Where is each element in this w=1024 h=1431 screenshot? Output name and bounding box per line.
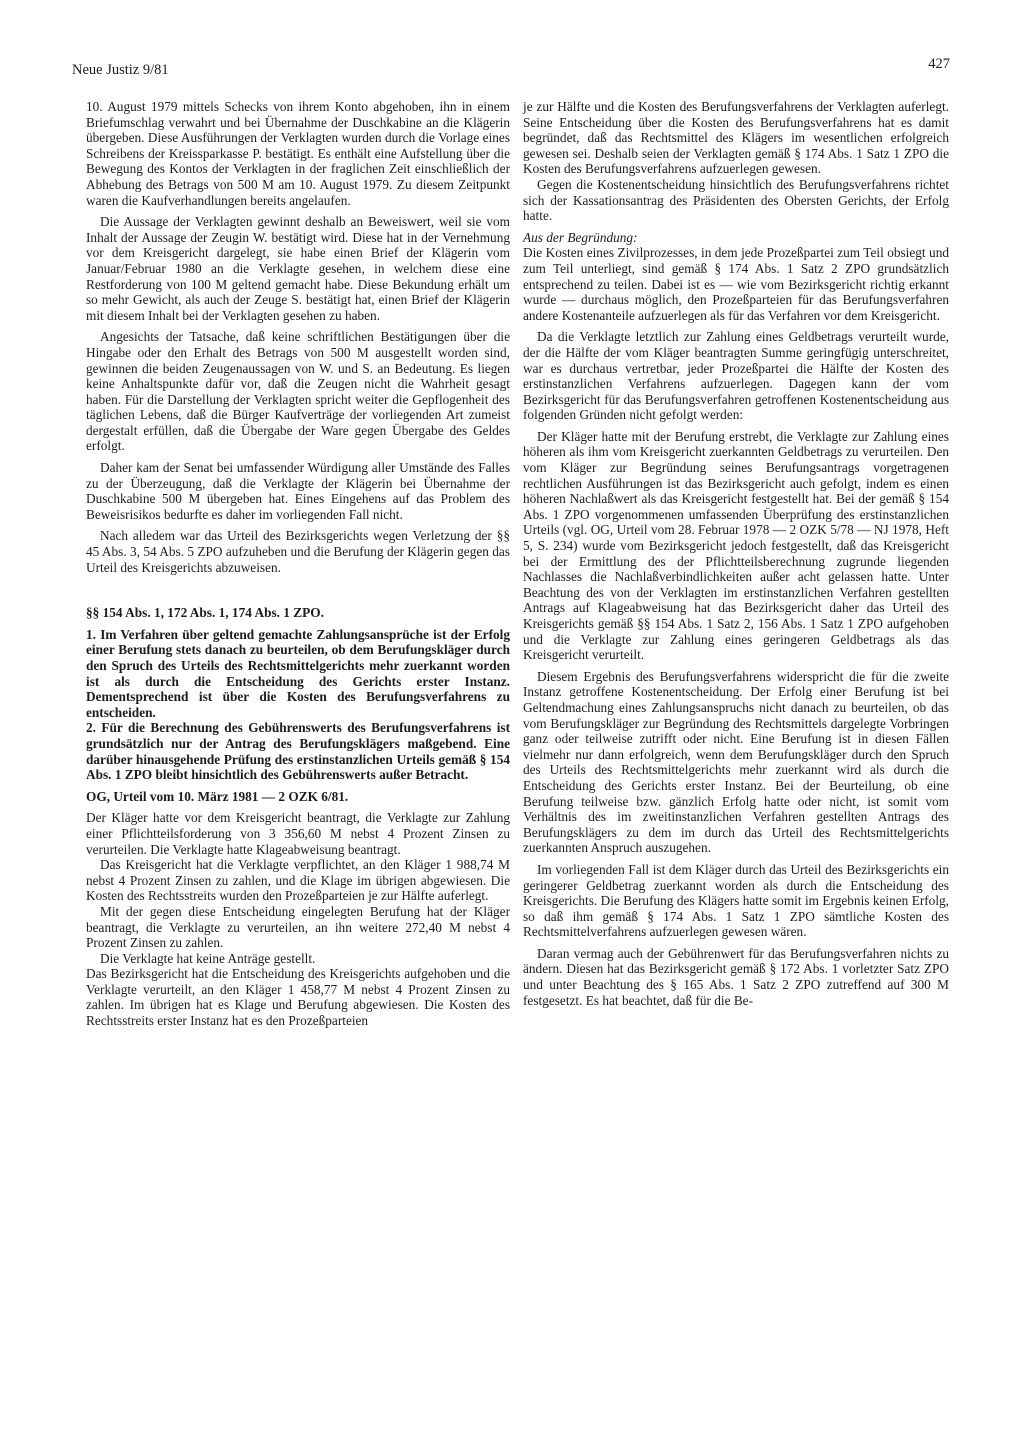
paragraph: Angesichts der Tatsache, daß keine schriftlichen Bestätigungen über die Hingabe oder den Erhalt des Betrags von 500 M ausgestellt worden sind, gewinnen die beiden Zeugenaussagen von W. und S. an Bedeutung. Es liegen keine Anhaltspunkte dafür vor, daß die Zeugen nicht die Wahrheit gesagt haben. Für die Darstellung der Verklagten spricht weiter die Gepflogenheit des täglichen Lebens, daß die Bürger Kaufverträge der vorliegenden Art zumeist dergestalt erfüllen, daß die Übergabe der Ware gegen Übergabe des Geldes erfolgt. — [86, 329, 510, 454]
paragraph: 10. August 1979 mittels Schecks von ihrem Konto abgehoben, ihn in einem Briefumschlag verwahrt und bei Übernahme der Duschkabine an die Klägerin übergeben. Diese Ausführungen der Verklagten wurden durch die Vorlage eines Schreibens der Kreissparkasse P. bestätigt. Es enthält eine Aufstellung über die Bewegung des Kontos der Verklagten in der fraglichen Zeit einschließlich der Abhebung des Betrags von 500 M am 10. August 1979. Zu diesem Zeitpunkt waren die Kaufverhandlungen bereits angelaufen. — [86, 99, 510, 208]
left-column — [86, 99, 510, 1029]
paragraph: Das Kreisgericht hat die Verklagte verpflichtet, an den Kläger 1 988,74 M nebst 4 Prozent Zinsen zu zahlen, und die Klage im übrigen abgewiesen. Die Kosten des Rechtsstreits wurden den Prozeßparteien je zur Hälfte auferlegt. — [86, 857, 510, 904]
paragraph: Der Kläger hatte mit der Berufung erstrebt, die Verklagte zur Zahlung eines höheren als ihm vom Kreisgericht zuerkannten Geldbetrags zu verurteilen. Den vom Kläger zur Begründung seines Berufungsantrags vorgetragenen rechtlichen Ausführungen ist das Bezirksgericht auch gefolgt, indem es einen höheren Nachlaßwert als das Kreisgericht festgestellt hat. Bei der gemäß § 154 Abs. 1 ZPO vorgenommenen umfassenden Überprüfung des erstinstanzlichen Urteils (vgl. OG, Urteil vom 28. Februar 1978 — 2 OZK 5/78 — NJ 1978, Heft 5, S. 234) wurde vom Bezirksgericht jedoch festgestellt, daß das Kreisgericht bei der Ermittlung des der Pflichtteilsberechnung zugrunde liegenden Nachlasses die Nachlaßverbindlichkeiten außer acht gelassen hatte. Unter Beachtung des von der Verklagten im erstinstanzlichen Verfahren gestellten Antrags auf Klageabweisung hat das Bezirksgericht daher das Urteil des Kreisgerichts gemäß §§ 154 Abs. 1 Satz 2, 156 Abs. 1 Satz 1 ZPO aufgehoben und die Verklagte zur Zahlung eines geringeren Geldbetrags als das Kreisgericht verurteilt. — [523, 428, 949, 663]
paragraph: Diesem Ergebnis des Berufungsverfahrens widerspricht die für die zweite Instanz getroffene Kostenentscheidung. Der Erfolg einer Berufung ist bei Geltendmachung eines Zahlungsanspruchs nicht danach zu beurteilen, ob das vom Berufungskläger zur Begründung des Rechtsmittels dargelegte Vorbringen ganz oder teilweise zutrifft oder nicht. Eine Berufung ist in diesen Fällen vielmehr nur dann erfolgreich, wenn dem Berufungskläger durch den Spruch des Urteils des Rechtsmittelgerichts mehr zuerkannt wird als durch die Entscheidung des Gerichts erster Instanz. Bei der Beurteilung, ob eine Berufung teilweise bzw. gänzlich Erfolg hatte oder nicht, ist somit vom Verhältnis des im zweitinstanzlichen Verfahren gestellten Antrags des Berufungsklägers zu dem im durch das Urteil des Rechtsmittelgerichts zuerkannten Anspruch auszugehen. — [523, 668, 949, 856]
paragraph: Die Verklagte hat keine Anträge gestellt. — [100, 950, 316, 966]
paragraph: Die Kosten eines Zivilprozesses, in dem jede Prozeßpartei zum Teil obsiegt und zum Teil unterliegt, sind gemäß § 174 Abs. 1 Satz 2 ZPO grundsätzlich entsprechend zu teilen. Dabei ist es — wie vom Bezirksgericht richtig erkannt wurde — durchaus möglich, den Prozeßparteien für das Berufungsverfahren andere Kostenanteile aufzuerlegen als für das Verfahren vor dem Kreisgericht. — [523, 245, 949, 323]
guiding-principle-1: 1. Im Verfahren über geltend gemachte Zahlungsansprüche ist der Erfolg einer Berufung stets danach zu beurteilen, ob dem Berufungskläger durch den Spruch des Urteils des Rechtsmittelgerichts mehr zuerkannt worden ist als durch die Entscheidung des Gerichts erster Instanz. Dementsprechend ist über die Kosten des Berufungsverfahrens zu entscheiden. — [86, 626, 510, 720]
paragraph: Nach alledem war das Urteil des Bezirksgerichts wegen Verletzung der §§ 45 Abs. 3, 54 Abs. 5 ZPO aufzuheben und die Berufung der Klägerin gegen das Urteil des Kreisgerichts abzuweisen. — [86, 528, 510, 575]
paragraph: Das Bezirksgericht hat die Entscheidung des Kreisgerichts aufgehoben und die Verklagte verurteilt, an den Kläger 1 458,77 M nebst 4 Prozent Zinsen zu zahlen. Im übrigen hat es Klage und Berufung abgewiesen. Die Kosten des Rechtsstreits erster Instanz hat es den Prozeßparteien — [86, 966, 510, 1029]
paragraph: Im vorliegenden Fall ist dem Kläger durch das Urteil des Bezirksgerichts ein geringerer Geldbetrag zuerkannt worden als durch die Entscheidung des Kreisgerichts. Die Berufung des Klägers hatte somit im Ergebnis keinen Erfolg, so daß ihm gemäß § 174 Abs. 1 Satz 1 ZPO sämtliche Kosten des Rechtsmittelverfahrens aufzuerlegen gewesen wären. — [523, 861, 949, 940]
guiding-principle-2: 2. Für die Berechnung des Gebührenswerts des Berufungsverfahrens ist grundsätzlich nur der Antrag des Berufungsklägers maßgebend. Eine darüber hinausgehende Prüfung des erstinstanzlichen Urteils gemäß § 154 Abs. 1 ZPO bleibt hinsichtlich des Gebührenswerts außer Betracht. — [86, 720, 510, 783]
statute-reference: §§ 154 Abs. 1, 172 Abs. 1, 174 Abs. 1 ZPO. — [86, 605, 324, 621]
paragraph: Da die Verklagte letztlich zur Zahlung eines Geldbetrags verurteilt wurde, der die Hälfte der vom Kläger beantragten Summe geringfügig unterschreitet, war es durchaus vertretbar, jeder Prozeßpartei die Hälfte der Kosten des erstinstanzlichen Verfahrens aufzuerlegen. Dagegen kann der vom Bezirksgericht für das Berufungsverfahren getroffenen Kostenentscheidung aus folgenden Gründen nicht gefolgt werden: — [523, 329, 949, 423]
journal-title: Neue Justiz 9/81 — [72, 62, 169, 78]
paragraph: je zur Hälfte und die Kosten des Berufungsverfahrens der Verklagten auferlegt. Seine Entscheidung über die Kosten des Berufungsverfahrens hat es damit begründet, daß das Rechtsmittel des Klägers im wesentlichen erfolgreich gewesen sei. Deshalb seien der Verklagten gemäß § 174 Abs. 1 Satz 1 ZPO die Kosten des Berufungsverfahrens aufzuerlegen gewesen. — [523, 99, 949, 177]
paragraph: Daher kam der Senat bei umfassender Würdigung aller Umstände des Falles zu der Überzeugung, daß die Verklagte der Klägerin bei Übernahme der Duschkabine 500 M übergeben hat. Eines Eingehens auf das Problem des Beweisrisikos bedurfte es daher im vorliegenden Fall nicht. — [86, 460, 510, 522]
paragraph: Mit der gegen diese Entscheidung eingelegten Berufung hat der Kläger beantragt, die Verklagte zu verurteilen, an ihn weitere 272,40 M nebst 4 Prozent Zinsen zu zahlen. — [86, 903, 510, 951]
paragraph: Gegen die Kostenentscheidung hinsichtlich des Berufungsverfahrens richtet sich der Kassationsantrag des Präsidenten des Obersten Gerichts, der Erfolg hatte. — [523, 176, 949, 224]
paragraph: Daran vermag auch der Gebührenwert für das Berufungsverfahren nichts zu ändern. Diesen hat das Bezirksgericht gemäß § 172 Abs. 1 vorletzter Satz ZPO und unter Beachtung des § 165 Abs. 1 Satz 2 ZPO zutreffend auf 300 M festgesetzt. Es hat beachtet, daß für die Be- — [523, 945, 949, 1008]
section-subheading: Aus der Begründung: — [523, 229, 638, 245]
right-column — [523, 99, 949, 1008]
paragraph: Der Kläger hatte vor dem Kreisgericht beantragt, die Verklagte zur Zahlung einer Pflichtteilsforderung von 3 356,60 M nebst 4 Prozent Zinsen zu verurteilen. Die Verklagte hatte Klageabweisung beantragt. — [86, 810, 510, 857]
case-citation: OG, Urteil vom 10. März 1981 — 2 OZK 6/81. — [86, 788, 349, 804]
page-header — [72, 56, 950, 82]
page-number: 427 — [928, 56, 950, 72]
paragraph: Die Aussage der Verklagten gewinnt deshalb an Beweiswert, weil sie vom Inhalt der Aussage der Zeugin W. bestätigt wird. Diese hat in der Vernehmung vor dem Kreisgericht dargelegt, sie habe einen Brief der Klägerin vom Januar/Februar 1980 an die Verklagte gesehen, in welchem diese eine Restforderung von 100 M geltend gemacht habe. Diese Bekundung erhält um so mehr Gewicht, als auch der Zeuge S. bestätigt hat, einen Brief der Klägerin mit diesem Inhalt bei der Verklagten gesehen zu haben. — [86, 214, 510, 323]
